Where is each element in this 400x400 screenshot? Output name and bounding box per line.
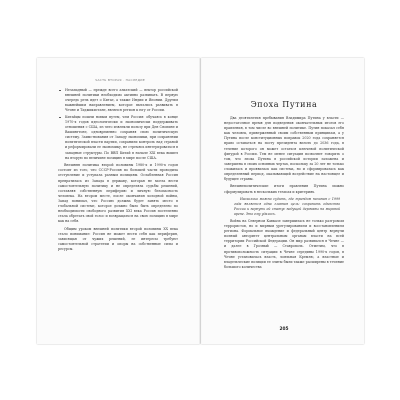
right-page-text: [224, 116, 344, 272]
left-page-text: [58, 88, 178, 254]
page-number: 205: [279, 327, 289, 332]
book-spine: [199, 58, 202, 344]
paragraph: Два десятилетия пребывания Владимира Путина у власти — недостаточное время для подведения окончательных итогов его правления, в том числе во внешней политике. Путин показал себя как человек, приверженный своим собственным принципам, а у Путина после конституционных поправок 2020 года сохраняется право оставаться на посту президента вплоть до 2036 года, в течение которого он может остаться ключевой политической фигурой в России. Тем не менее ситуация позволяет говорить о том, что эпоха Путина в российской истории заложена и завершена в своих основных чертах, поскольку за 20 лет не только сложилась и проявилась как система, но и сформировалась как определенный период, оказывающий воздействие на настоящее и будущее страны.: [224, 116, 344, 182]
bullet-dot-icon: [59, 90, 61, 92]
bullet-dot-icon: [59, 117, 61, 119]
bullet-text: Незападный — прежде всего азиатский — вектор российской внешней политики необходимо активно развивать. В первую очередь речь идет о Китае, а также Индии и Японии. Другим важнейшим направлением, которое пытались развивать в Чечне и Таджикистане, являлся регион к югу от России.: [65, 88, 178, 113]
paragraph: Внешнеполитические итоги правления Путина можно сформулировать в нескольких тезисах и критериях.: [224, 184, 344, 194]
paragraph: Общим уроком внешней политики второй половины XX века стало понимание: Россия не может вести себя как периферия, зависящая от чужих решений, ее интересы требуют самостоятельной стратегии и опоры на собственные силы и ресурсы.: [58, 226, 178, 251]
block-quote: Насколько можно судить, где трендом начиная с 1999 года является одна главная цель: сохранить единство России и вернуть ей статус ведущей державы на мировой арене. Это ему удалось.: [234, 196, 340, 216]
paragraph: Внешняя политика второй половины 1980-х и 1990-х годов состоит из того, что СССР-Россия по большей части проводила отступление и уступала разным позициям. Ослабленная Россия превратилась из Запада в державу, которая не могла вести самостоятельную политику и не определяла судьбы решений, составляя собственную периферию и личную безопасность человека. На втором месте, после окончания холодной войны, Запад понимал, что Россию должна будет занять место в глобальной системе, которое должно было быть определено по необходимости свободного развития XXI века Россия постепенно стала обретать свой голос и возвращаться на свою позицию в мире как на себя.: [58, 163, 178, 224]
bullet-text: Китайцы пошли новым путем, чем Россия: обучаясь в конце 1970-х годов идеологически и экономически поддерживать отношения с США, из чего извлекли пользу при Ден Сяопине и Вашингтоне, одновременно сохраняя свою политическую систему. Заимствования от Западу экономики, при сохранении политической власти партии, сохранили контроль над страной и реформировали ее экономику, не стремясь интегрироваться в западные структуры. По ВВП Китай в начале XXI века вышел на вторую по величине позицию в мире после США.: [65, 114, 178, 160]
running-head: ЧАСТЬ ВТОРАЯ · НАСЛЕДИЕ: [94, 78, 146, 82]
bullet-item: [58, 88, 178, 113]
bullet-item: [58, 115, 178, 161]
paragraph: Война на Северном Кавказе завершилась не только разгромом террористов, но и мирным урегулированием и восстановлением региона. Формальное вхождение и федеральный центр вернули полный авторитет центральным органам власти на всей территории Российской Федерации. Он мир развивался в Чечне — и далее в Грозный — Ставрополь. Отметим, что в противоположность ситуации в Чечне середины 1990-х годов, в Чечне установилась власть, лояльная Кремлю, а властные и владельческие позиции ее элиты были также расширены в течение большого количества: [224, 218, 344, 269]
chapter-title: Эпоха Путина: [250, 100, 318, 109]
bullet-list: [58, 88, 178, 161]
